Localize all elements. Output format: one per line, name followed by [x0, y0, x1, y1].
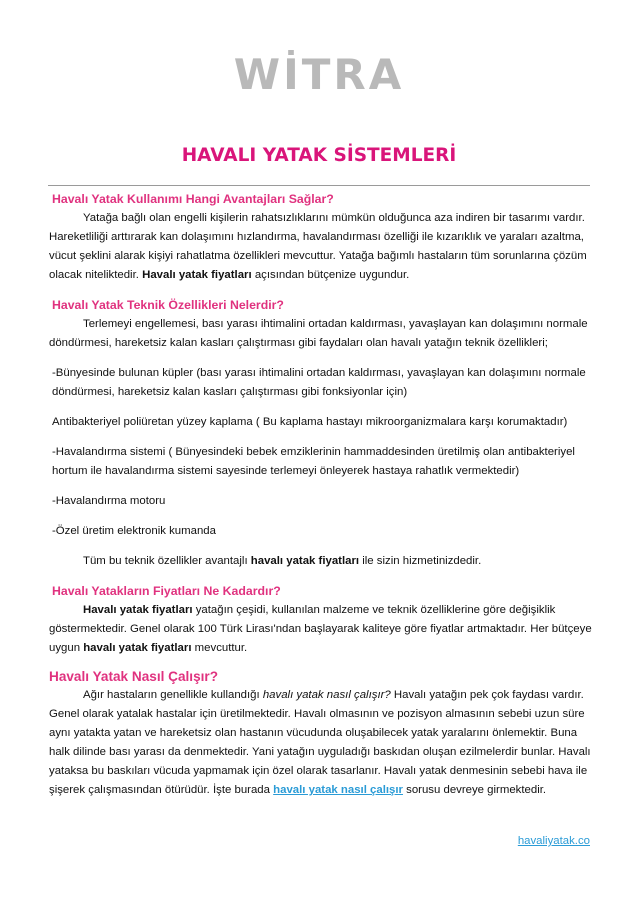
feature-item-cubes: -Bünyesinde bulunan küpler (bası yarası ihtimalini ortadan kaldırması, yavaşlayan kan dolaşımını normale döndürmesi, hareketsiz kalan kasları çalıştırması gibi fonksiyonlar için)	[52, 367, 586, 398]
features-intro-paragraph: Terlemeyi engellemesi, bası yarası ihtimalini ortadan kaldırması, yavaşlayan kan dolaşımını normale döndürmesi, hareketsiz kalan kasları çalıştırması gibi faydaları olan havalı yatağın teknik özellikleri;	[49, 318, 588, 349]
footer-site-link[interactable]: havaliyatak.co	[517, 835, 590, 847]
feature-item-motor: -Havalandırma motoru	[52, 495, 166, 507]
features-closing-text-b: ile sizin hizmetinizdedir.	[362, 555, 482, 567]
feature-item-remote: -Özel üretim elektronik kumanda	[52, 525, 216, 537]
keyword-bold: havalı yatak fiyatları	[83, 642, 192, 654]
prices-text-b: mevcuttur.	[194, 642, 248, 654]
prices-paragraph	[49, 601, 593, 658]
how-text-italic: havalı yatak nasıl çalışır?	[262, 689, 391, 701]
how-it-works-paragraph	[49, 686, 593, 800]
prices-text-a: yatağın çeşidi, kullanılan malzeme ve teknik özelliklerine göre değişiklik göstermektedir. Genel olarak 100 Türk Lirası'ndan başlayarak kaliteye göre fiyatlar artmaktadır. Her bütçeye uygun	[49, 604, 592, 654]
how-it-works-link[interactable]: havalı yatak nasıl çalışır	[273, 784, 403, 796]
document-body	[49, 190, 593, 800]
keyword-bold: Havalı yatak fiyatları	[83, 604, 193, 616]
keyword-bold: havalı yatak fiyatları	[250, 555, 360, 567]
how-text-c: sorusu devreye girmektedir.	[406, 784, 547, 796]
keyword-bold: Havalı yatak fiyatları	[142, 269, 252, 281]
section-heading-features: Havalı Yatak Teknik Özellikleri Nelerdir?	[52, 298, 284, 312]
how-text-b: Havalı yatağın pek çok faydası vardır. Genel olarak yatalak hastalar için üretilmektedir. Havalı olmasının ve pozisyon almasının sebebi uzun süre aynı yatakta yatan ve hareketsiz olan hastanın vücudunda oluşabilecek yatak yaralarını önlemektir. Buna halk dilinde bası yarası da denmektedir. Yani yatağın uyguladığı baskıdan oluşan ezilmelerdir bunlar. Havalı yataksa bu baskıları vücuda yapmamak için özel olarak tasarlanır. Havalı yatak denmesinin sebebi hava ile şişerek çalışmasından ötürüdür. İşte burada	[49, 689, 591, 796]
title-divider	[48, 185, 590, 186]
how-text-a: Ağır hastaların genellikle kullandığı	[83, 689, 260, 701]
advantages-text-b: açısından bütçenize uygundur.	[254, 269, 410, 281]
section-heading-prices: Havalı Yatakların Fiyatları Ne Kadardır?	[52, 584, 281, 598]
brand-logo: WİTRA	[233, 50, 405, 99]
section-heading-how-it-works: Havalı Yatak Nasıl Çalışır?	[49, 669, 219, 684]
advantages-text-a: Yatağa bağlı olan engelli kişilerin rahatsızlıklarını mümkün olduğunca aza indiren bir tasarımı vardır. Hareketliliği arttırarak kan dolaşımını hızlandırma, havalandırması özelliği ile kızarıklık ve yaraları azaltma, vücut şeklini alarak kişiyi rahatlatma özellikleri mevcuttur. Yatağa bağımlı hastaların tüm sorunlarına çözüm olacak niteliktedir.	[49, 212, 587, 281]
feature-item-coating: Antibakteriyel poliüretan yüzey kaplama ( Bu kaplama hastayı mikroorganizmalara karşı korumaktadır)	[52, 416, 568, 428]
section-heading-advantages: Havalı Yatak Kullanımı Hangi Avantajları Sağlar?	[52, 192, 334, 206]
advantages-paragraph	[49, 209, 593, 285]
features-closing-paragraph	[49, 552, 593, 571]
feature-item-ventilation: -Havalandırma sistemi ( Bünyesindeki bebek emziklerinin hammaddesinden üretilmiş olan antibakteriyel hortum ile havalandırma sistemi sayesinde terlemeyi önleyerek hastaya rahatlık vermektedir)	[52, 446, 575, 477]
page-title: HAVALI YATAK SİSTEMLERİ	[181, 145, 457, 166]
features-closing-text-a: Tüm bu teknik özellikler avantajlı	[83, 555, 248, 567]
